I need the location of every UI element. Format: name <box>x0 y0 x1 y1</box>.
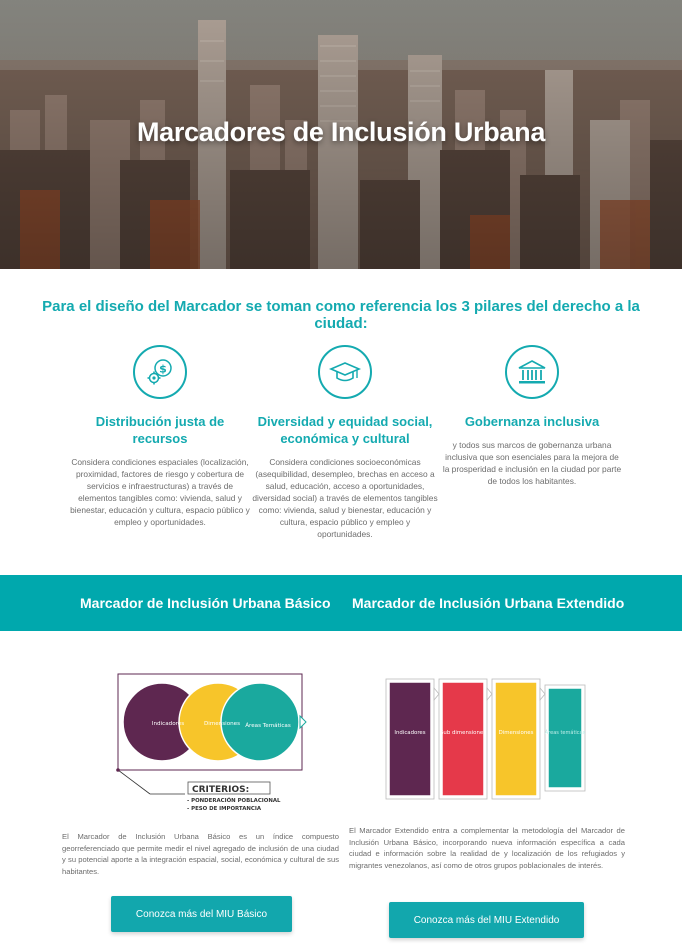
indicadores-label: Indicadores <box>151 721 185 727</box>
pillar-title: Diversidad y equidad social, económica y cultural <box>257 414 433 446</box>
basic-more-button[interactable]: Conozca más del MIU Básico <box>111 896 292 932</box>
dimensiones-label: Dimensiones <box>203 721 241 727</box>
extended-more-button[interactable]: Conozca más del MIU Extendido <box>389 902 584 938</box>
graduation-cap-icon <box>318 345 372 399</box>
extended-diagram <box>385 676 591 806</box>
marcadores-band <box>0 575 682 631</box>
criteria-item: - PESO DE IMPORTANCIA <box>187 806 262 812</box>
pillars-heading: Para el diseño del Marcador se toman como referencia los 3 pilares del derecho a la ciudad: <box>42 298 640 332</box>
page-title: Marcadores de Inclusión Urbana <box>136 117 546 147</box>
basic-diagram <box>110 670 310 820</box>
basic-section-title: Marcador de Inclusión Urbana Básico <box>80 595 331 611</box>
basic-description: El Marcador de Inclusión Urbana Básico es un índice compuesto georreferenciado que permite medir el nivel agregado de inclusión de una ciudad y su potencial aporte a la integración espacial, social, económica y cultural de sus habitantes. <box>62 832 339 876</box>
svg-text:$: $ <box>159 362 167 376</box>
criteria-title: CRITERIOS: <box>192 785 250 795</box>
pillar-diversidad <box>250 345 440 540</box>
areas-label: Áreas Temáticas <box>245 723 291 729</box>
money-gear-icon <box>133 345 187 399</box>
government-building-icon <box>505 345 559 399</box>
pillar-text: Considera condiciones espaciales (localización, proximidad, factores de riesgo y cobertura de servicios e infraestructuras) a través de elementos tangibles como: vivienda, salud y bienestar, educación y cultura, espacio público y empleo y oportunidades. <box>70 457 250 527</box>
pillar-text: y todos sus marcos de gobernanza urbana inclusiva que son esenciales para la mejora de la prosperidad e inclusión en la ciudad por parte de todos los habitantes. <box>442 440 622 486</box>
pillar-gobernanza <box>440 345 624 487</box>
extended-description: El Marcador Extendido entra a complementar la metodología del Marcador de Inclusión Urbana Básico, incorporando nueva información específica a cada ciudad e información sobre la realidad de y localización de los refugiados y migrantes venezolanos, así como de otros grupos poblacionales de interés. <box>349 826 625 870</box>
pillar-distribucion <box>68 345 252 528</box>
hero-banner <box>0 0 682 269</box>
extended-section-title: Marcador de Inclusión Urbana Extendido <box>352 595 625 611</box>
pillar-title: Distribución justa de recursos <box>95 414 225 446</box>
dimensiones-box-label: Dimensiones <box>498 730 534 736</box>
indicadores-box-label: Indicadores <box>394 730 426 736</box>
pillar-text: Considera condiciones socioeconómicas (asequibilidad, desempleo, brechas en acceso a salud, educación, acceso a oportunidades, diversidad social) a través de elementos tangibles como: vivienda, salud y bienestar, educación y cultura, espacio público y empleo y oportunidades. <box>252 457 438 539</box>
subdimensiones-box-label: Sub dimensiones <box>439 730 487 736</box>
criteria-item: - PONDERACIÓN POBLACIONAL <box>187 798 281 804</box>
areas-box-label: Áreas temáticas <box>544 730 586 736</box>
pillar-title: Gobernanza inclusiva <box>464 414 600 429</box>
